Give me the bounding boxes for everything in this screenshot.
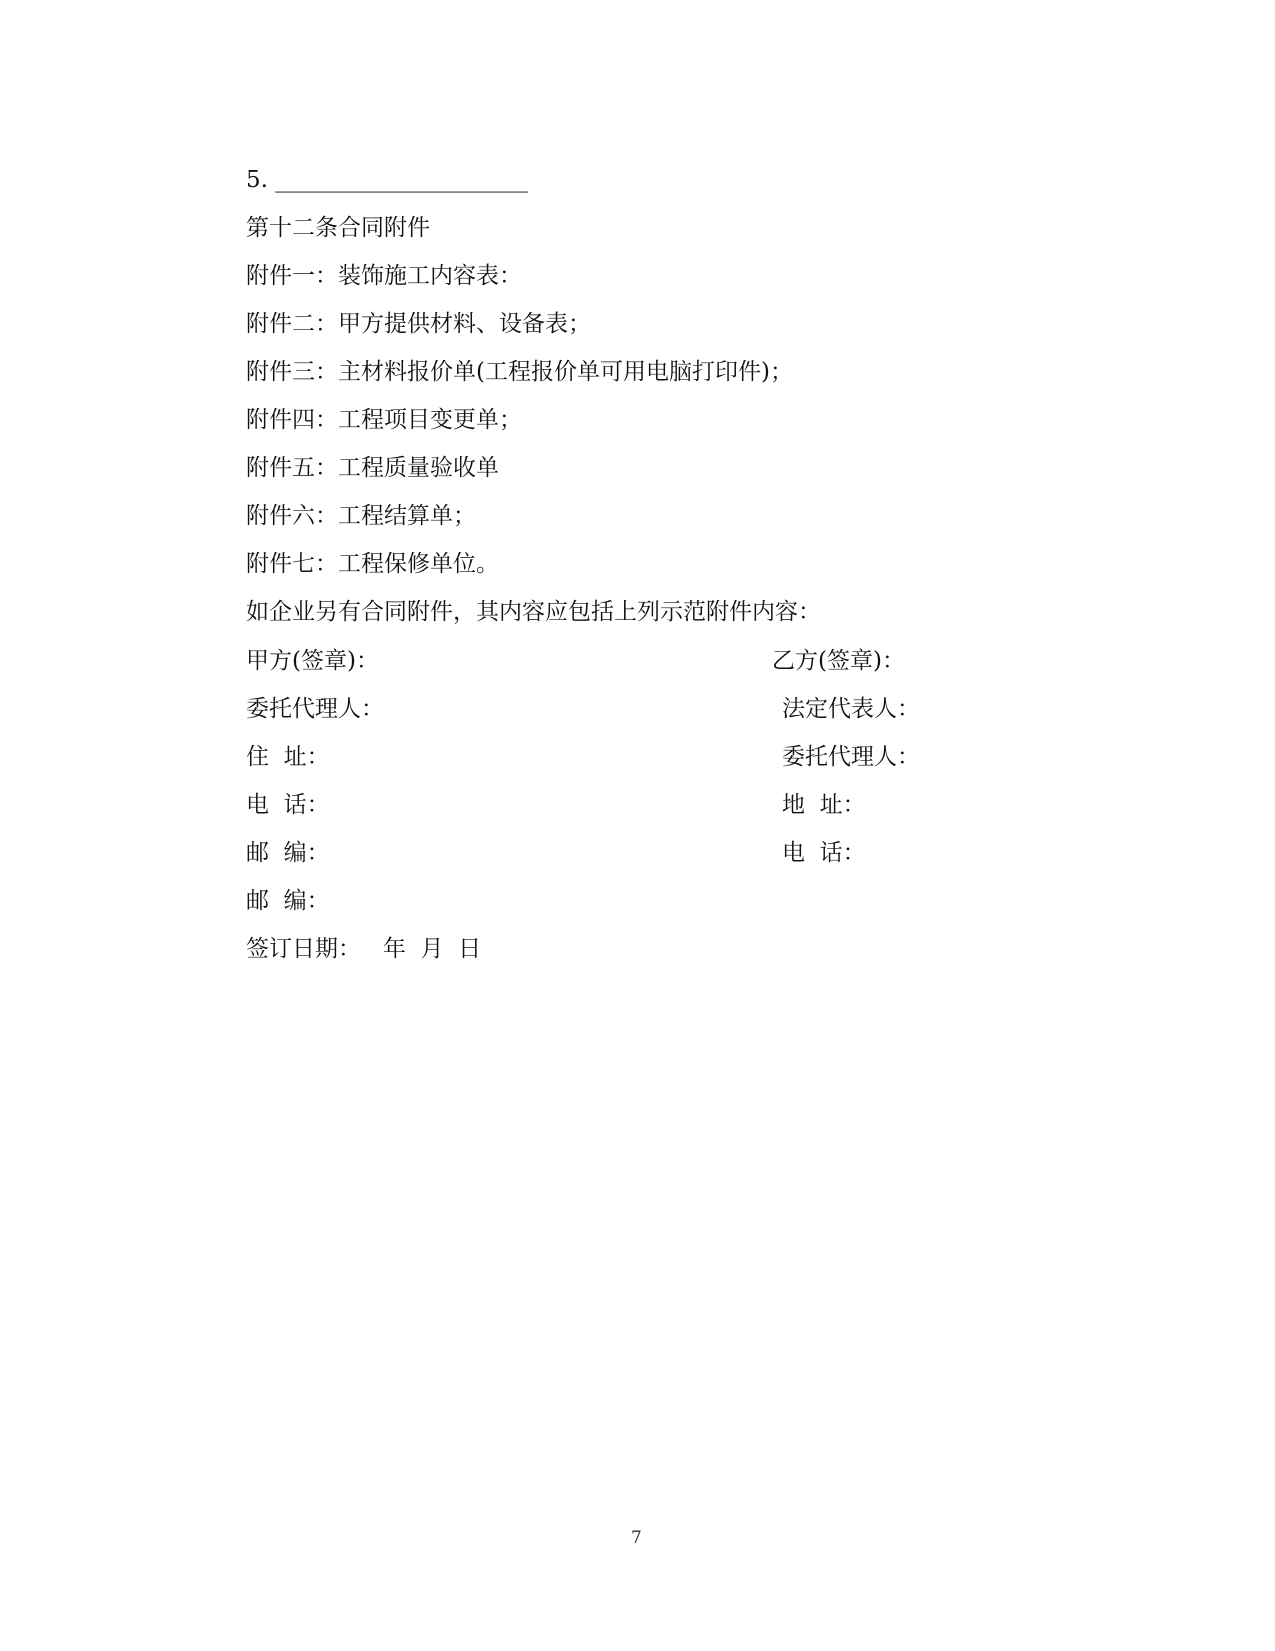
party-a-postcode: 邮 编： [246,840,330,866]
attachment-7: 附件七：工程保修单位。 [246,551,499,577]
party-a-phone: 电 话： [246,792,330,818]
party-b-postcode: 邮 编： [246,888,330,914]
party-b-phone: 电 话： [782,840,866,866]
item-5-blank: 5. ______________________ [246,167,529,193]
attachment-3: 附件三：主材料报价单(工程报价单可用电脑打印件)； [246,359,793,385]
sign-date: 签订日期： 年 月 日 [246,936,482,962]
attachment-6: 附件六：工程结算单； [246,503,476,529]
party-b-legal-rep: 法定代表人： [782,696,920,722]
article-title: 第十二条合同附件 [246,215,430,241]
party-a-sign: 甲方(签章)： [246,648,379,674]
page-number: 7 [631,1528,642,1548]
attachment-1: 附件一：装饰施工内容表： [246,263,522,289]
party-a-agent: 委托代理人： [246,696,384,722]
party-b-agent: 委托代理人： [782,744,920,770]
party-a-address: 住 址： [246,744,330,770]
attachment-note: 如企业另有合同附件，其内容应包括上列示范附件内容： [246,599,821,625]
party-b-address: 地 址： [782,792,866,818]
attachment-5: 附件五：工程质量验收单 [246,455,499,481]
attachment-4: 附件四：工程项目变更单； [246,407,522,433]
party-b-sign: 乙方(签章)： [772,648,905,674]
attachment-2: 附件二：甲方提供材料、设备表； [246,311,591,337]
